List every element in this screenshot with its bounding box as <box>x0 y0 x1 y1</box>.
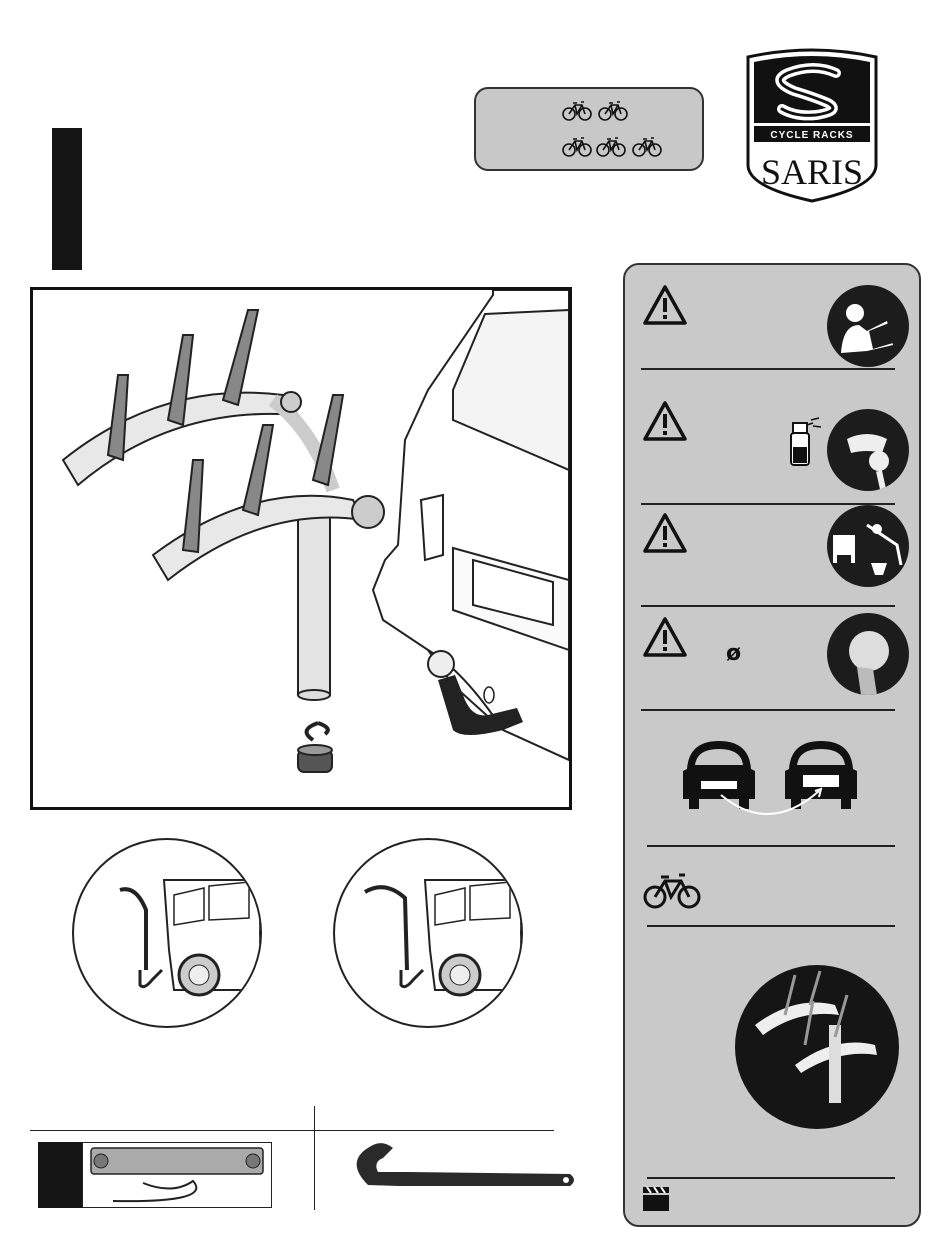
logo-brand: SARIS <box>760 152 864 192</box>
spray-bottle-icon <box>783 417 823 467</box>
warning-triangle-icon <box>643 285 687 325</box>
tow-ball-icon <box>827 613 909 695</box>
rack-preview-icon <box>735 965 899 1129</box>
two-bikes-icon <box>562 99 632 123</box>
detail-circle-position-b <box>333 838 523 1028</box>
logo-tagline: CYCLE RACKS <box>770 130 854 141</box>
lighting-board-part <box>82 1142 272 1208</box>
read-manual-icon <box>827 285 909 367</box>
lubricate-hitch-icon <box>827 409 909 491</box>
safety-instruction-panel <box>623 263 921 1227</box>
warning-triangle-icon <box>643 617 687 657</box>
section-marker-bar <box>52 128 82 270</box>
parts-column-divider <box>314 1106 315 1210</box>
car-lighting-board-icon <box>679 735 861 821</box>
parts-divider <box>30 1130 554 1131</box>
spanner-wrench-icon <box>348 1140 578 1190</box>
detail-circle-position-a <box>72 838 262 1028</box>
diameter-symbol: ø <box>726 641 742 666</box>
part-marker-block <box>38 1142 82 1208</box>
warning-triangle-icon <box>643 513 687 553</box>
model-capacity-box <box>474 87 704 171</box>
bicycle-icon <box>643 871 703 911</box>
rack-mast-illustration <box>298 505 332 772</box>
three-bikes-icon <box>562 135 666 159</box>
saris-logo <box>744 47 880 203</box>
warning-triangle-icon <box>643 401 687 441</box>
vehicle-rear-icon <box>373 290 569 760</box>
hitch-load-icon <box>827 505 909 587</box>
clapperboard-icon <box>641 1183 671 1213</box>
rack-on-vehicle-illustration <box>30 287 572 810</box>
